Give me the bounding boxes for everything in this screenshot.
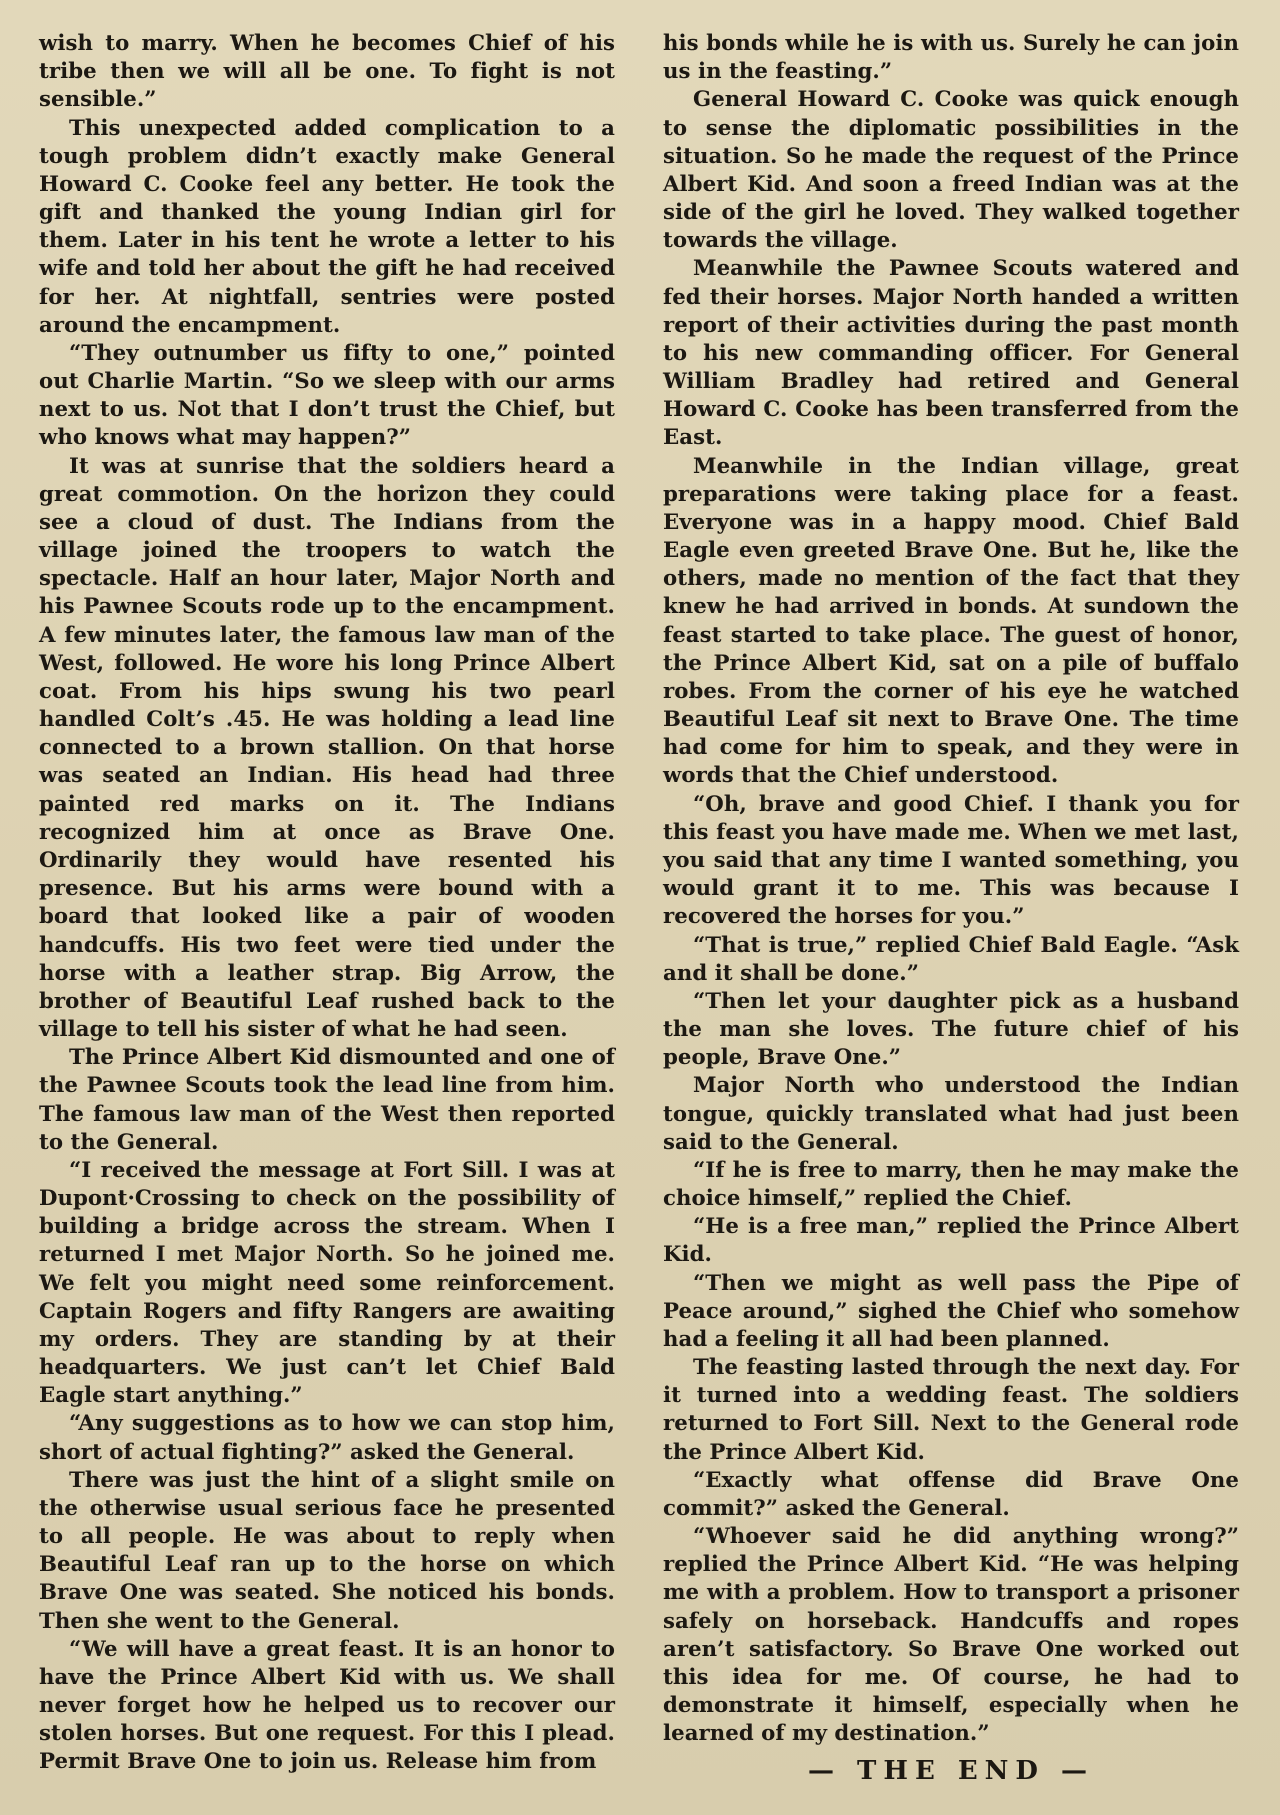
paragraph: “I received the message at Fort Sill. I was at Dupont·Crossing to check on the possibility of building a bridge across the stream. When I returned I met Major North. So he joined me. We felt you might need some reinforcement. Captain Rogers and fifty Rangers are awaiting my orders. They are standing by at their headquarters. We just can’t let Chief Bald Eagle start anything.” [39, 1157, 615, 1409]
paragraph: “We will have a great feast. It is an honor to have the Prince Albert Kid with us. We shall never forget how he helped us to recover our stolen horses. But one request. For this I plead. Permit Brave One to join us. Release him from [39, 1636, 615, 1775]
right-column [663, 30, 1239, 1748]
paragraph: It was at sunrise that the soldiers heard a great commotion. On the horizon they could see a cloud of dust. The Indians from the village joined the troopers to watch the spectacle. Half an hour later, Major North and his Pawnee Scouts rode up to the encampment. A few minutes later, the famous law man of the West, followed. He wore his long Prince Albert coat. From his hips swung his two pearl handled Colt’s .45. He was holding a lead line connected to a brown stallion. On that horse was seated an Indian. His head had three painted red marks on it. The Indians recognized him at once as Brave One. Ordinarily they would have resented his presence. But his arms were bound with a board that looked like a pair of wooden handcuffs. His two feet were tied under the horse with a leather strap. Big Arrow, the brother of Beautiful Leaf rushed back to the village to tell his sister of what he had seen. [39, 453, 615, 1043]
paragraph: wish to marry. When he becomes Chief of his tribe then we will all be one. To fight is not sensible.” [39, 31, 615, 113]
paragraph: Major North who understood the Indian tongue, quickly translated what had just been said to the General. [663, 1073, 1239, 1155]
paragraph: General Howard C. Cooke was quick enough to sense the diplomatic possibilities in the situation. So he made the request of the Prince Albert Kid. And soon a freed Indian was at the side of the girl he loved. They walked together towards the village. [663, 87, 1239, 254]
paragraph: “Then we might as well pass the Pipe of Peace around,” sighed the Chief who somehow had a feeling it all had been planned. [663, 1270, 1239, 1352]
paragraph: “Exactly what offense did Brave One commit?” asked the General. [663, 1467, 1239, 1521]
paragraph: “Whoever said he did anything wrong?” replied the Prince Albert Kid. “He was helping me with a problem. How to transport a prisoner safely on horseback. Handcuffs and ropes aren’t satisfactory. So Brave One worked out this idea for me. Of course, he had to demonstrate it himself, especially when he learned of my destination.” [663, 1524, 1239, 1747]
paragraph: “Oh, brave and good Chief. I thank you for this feast you have made me. When we met last, you said that any time I wanted something, you would grant it to me. This was because I recovered the horses for you.” [663, 791, 1239, 930]
paragraph: “They outnumber us fifty to one,” pointed out Charlie Martin. “So we sleep with our arms next to us. Not that I don’t trust the Chief, but who knows what may happen?” [39, 340, 615, 451]
paragraph: This unexpected added complication to a tough problem didn’t exactly make General Howard C. Cooke feel any better. He took the gift and thanked the young Indian girl for them. Later in his tent he wrote a letter to his wife and told her about the gift he had received for her. At nightfall, sentries were posted around the encampment. [39, 115, 615, 338]
paragraph: “Then let your daughter pick as a husband the man she loves. The future chief of his people, Brave One.” [663, 988, 1239, 1071]
paragraph: There was just the hint of a slight smile on the otherwise usual serious face he presented to all people. He was about to reply when Beautiful Leaf ran up to the horse on which Brave One was seated. She noticed his bonds. Then she went to the General. [39, 1467, 615, 1634]
paragraph: “Any suggestions as to how we can stop him, short of actual fighting?” asked the General. [39, 1411, 615, 1465]
paragraph: Meanwhile the Pawnee Scouts watered and fed their horses. Major North handed a written report of their activities during the past month to his new commanding officer. For General William Bradley had retired and General Howard C. Cooke has been transferred from the East. [663, 256, 1239, 451]
paragraph: Meanwhile in the Indian village, great preparations were taking place for a feast. Everyone was in a happy mood. Chief Bald Eagle even greeted Brave One. But he, like the others, made no mention of the fact that they knew he had arrived in bonds. At sundown the feast started to take place. The guest of honor, the Prince Albert Kid, sat on a pile of buffalo robes. From the corner of his eye he watched Beautiful Leaf sit next to Brave One. The time had come for him to speak, and they were in words that the Chief understood. [663, 453, 1239, 789]
paragraph: his bonds while he is with us. Surely he can join us in the feasting.” [663, 31, 1239, 85]
paragraph: “If he is free to marry, then he may make the choice himself,” replied the Chief. [663, 1157, 1239, 1212]
the-end-label: — THE END — [807, 1756, 1094, 1786]
left-column [39, 30, 615, 1777]
paragraph: The feasting lasted through the next day. For it turned into a wedding feast. The soldiers returned to Fort Sill. Next to the General rode the Prince Albert Kid. [663, 1355, 1239, 1465]
paragraph: The Prince Albert Kid dismounted and one of the Pawnee Scouts took the lead line from him. The famous law man of the West then reported to the General. [39, 1045, 615, 1155]
paragraph: “He is a free man,” replied the Prince Albert Kid. [663, 1214, 1239, 1268]
paragraph: “That is true,” replied Chief Bald Eagle. “Ask and it shall be done.” [663, 932, 1239, 986]
